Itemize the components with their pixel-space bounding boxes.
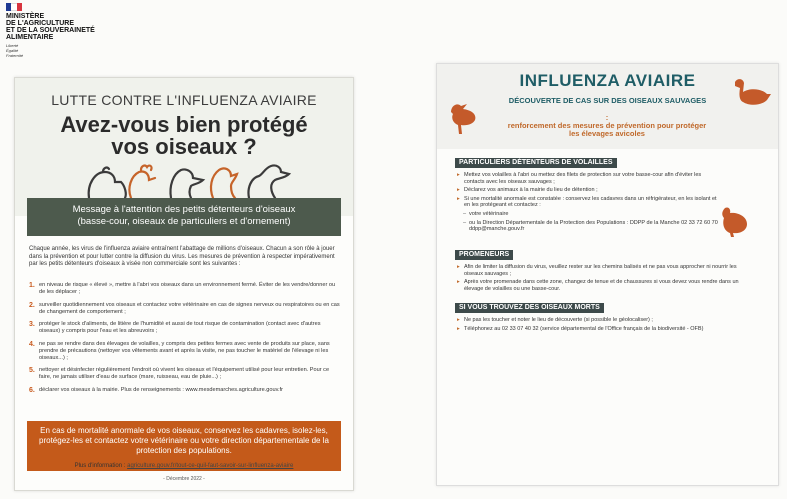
list-item-number: 3. (29, 321, 35, 328)
target-audience-banner (27, 198, 341, 236)
list-item-number: 6. (29, 386, 35, 394)
right-poster-title: INFLUENZA AVIAIRE (519, 71, 696, 90)
list-item-text: déclarer vos oiseaux à la mairie. Plus de renseignements : www.mesdemarches.agriculture.gouv.fr (39, 386, 283, 393)
list-item-text: nettoyer et désinfecter régulièrement l'endroit où vivent les oiseaux et l'équipement utilisé pour leur entretien. Pour ce faire, ne jamais utiliser d'eau de surface (mare, ruisseau, eau de pluie...) ; (39, 367, 330, 380)
reinforcement-colon: : (605, 113, 609, 122)
list-item-number: 1. (29, 282, 35, 289)
ministry-line-2: DE L'AGRICULTURE (6, 20, 75, 27)
owners-measures-list (457, 172, 719, 235)
prevention-measures-list (29, 282, 341, 399)
list-item: ▸ Déclarez vos animaux à la mairie du lieu de détention ; (457, 187, 719, 194)
right-poster-subtitle: DÉCOUVERTE DE CAS SUR DES OISEAUX SAUVAGES (508, 96, 707, 105)
intro-paragraph: Chaque année, les virus de l'influenza aviaire entraînent l'abattage de millions d'oiseaux. Chacun a son rôle à jouer dans la prévention et pour lutter contre la diffusion du virus. Les mesures de prévention à respecter impérativement par les petits détenteurs d'oiseaux à visée non commerciale sont les suivantes : (29, 246, 335, 267)
motto-fraternite: Fraternité (6, 53, 24, 58)
hen-icon (717, 204, 751, 238)
flag-red (17, 3, 22, 11)
list-item-number: 2. (29, 301, 35, 309)
list-item: ▸ Si une mortalité anormale est constatée : conservez les cadavres dans un réfrigérateur, en les isolant et en les protégeant et contactez : (457, 196, 719, 209)
french-flag-icon (6, 3, 22, 11)
ministry-line-1: MINISTÈRE (6, 13, 45, 20)
right-poster (436, 63, 779, 486)
turkey-icon (211, 168, 237, 198)
section-header-walkers (455, 250, 513, 260)
list-item: ▸ Afin de limiter la diffusion du virus, veuillez rester sur les chemins balisés et ne pas vous approcher ni nourrir les oiseaux sauvages ; (457, 264, 757, 277)
list-item (29, 367, 341, 381)
goose-icon (248, 165, 289, 198)
motto-liberte: Liberté (6, 43, 19, 48)
left-poster-headline (15, 114, 353, 158)
section-title: PROMENEURS (459, 251, 510, 258)
list-item-text: protéger le stock d'aliments, de litière de l'humidité et aussi de tout risque de contamination (contact avec d'autres oiseaux) y compris pour l'eau et les abreuvoirs ; (39, 321, 321, 334)
ministry-line-3: ET DE LA SOUVERAINETÉ (6, 27, 95, 34)
duck-head-icon (170, 169, 203, 198)
walkers-measures-list (457, 264, 757, 294)
list-item: ▸ Mettez vos volailles à l'abri ou mettez des filets de protection sur votre basse-cour afin d'éviter les contacts avec les oiseaux sauvages ; (457, 172, 719, 185)
reinforcement-text: renforcement des mesures de prévention pour protéger les élevages avicoles (507, 121, 707, 138)
republic-motto (6, 43, 96, 58)
list-item-number: 5. (29, 367, 35, 374)
list-item-text: surveiller quotidiennement vos oiseaux et contactez votre vétérinaire en cas de signes nerveux ou respiratoires ou en cas de changement de comportement ; (39, 301, 340, 315)
wild-duck-icon (445, 94, 481, 136)
list-item (29, 387, 341, 394)
list-item (29, 302, 341, 316)
section-title: PARTICULIERS DÉTENTEURS DE VOLAILLES (459, 159, 613, 166)
section-header-owners (455, 158, 617, 168)
section-title: SI VOUS TROUVEZ DES OISEAUX MORTS (459, 304, 600, 311)
list-item (29, 321, 341, 335)
chicken-icon (89, 168, 126, 198)
list-item (29, 282, 341, 296)
section-header-dead-birds (455, 303, 604, 313)
left-poster-kicker: LUTTE CONTRE L'INFLUENZA AVIAIRE (51, 92, 317, 108)
left-poster (14, 77, 354, 491)
more-info-link[interactable]: agriculture.gouv.fr/tout-ce-quil-faut-savoir-sur-linfluenza-aviaire (127, 463, 294, 469)
mallard-duck-icon (731, 74, 773, 112)
ministry-logo (6, 3, 96, 58)
banner-line-1: Message à l'attention des petits détenteurs d'oiseaux (72, 204, 296, 215)
dead-birds-measures-list (457, 317, 757, 334)
headline-line-2: vos oiseaux ? (111, 134, 257, 159)
list-subitem: – ou la Direction Départementale de la Protection des Populations : DDPP de la Manche 02 33 72 60 70 ddpp@manche.gouv.fr (457, 220, 719, 233)
list-subitem: – votre vétérinaire (457, 211, 719, 218)
publication-date: - Décembre 2022 - (163, 476, 205, 482)
motto-egalite: Égalité (6, 48, 19, 53)
list-item-number: 4. (29, 340, 35, 348)
mortality-alert-box: En cas de mortalité anormale de vos oiseaux, conservez les cadavres, isolez-les, protégez-les et contactez votre vétérinaire ou votre direction départementale de la protection des populations. (27, 421, 341, 471)
banner-line-2: (basse-cour, oiseaux de particuliers et d'ornement) (77, 216, 291, 227)
list-item: ▸ Ne pas les toucher et noter le lieu de découverte (si possible le géolocaliser) ; (457, 317, 757, 324)
headline-line-1: Avez-vous bien protégé (60, 112, 308, 137)
list-item: ▸ Après votre promenade dans cette zone, changez de tenue et de chaussures si vous devez vous rendre dans un élevage de volailles ou une basse-cour. (457, 279, 757, 292)
more-info-label: Plus d'information : (74, 463, 126, 469)
list-item (29, 341, 341, 362)
list-item-text: ne pas se rendre dans des élevages de volailles, y compris des petites fermes avec vente de produits sur place, sans prendre de précautions (nettoyer vos vêtements avant et après la visite, ne pas toucher le matériel de l'élevage ni les oiseaux...) ; (39, 340, 330, 361)
ministry-line-4: ALIMENTAIRE (6, 34, 54, 41)
list-item: ▸ Téléphonez au 02 33 07 40 32 (service départemental de l'Office français de la biodiversité - OFB) (457, 326, 757, 333)
list-item-text: en niveau de risque « élevé », mettre à l'abri vos oiseaux dans un environnement fermé. Éviter de les vendre/donner ou de les déplacer ; (39, 282, 336, 295)
bird-silhouettes-illustration (81, 158, 291, 200)
more-info (15, 463, 353, 469)
reinforcement-notice (507, 114, 707, 138)
rooster-icon (129, 166, 155, 198)
